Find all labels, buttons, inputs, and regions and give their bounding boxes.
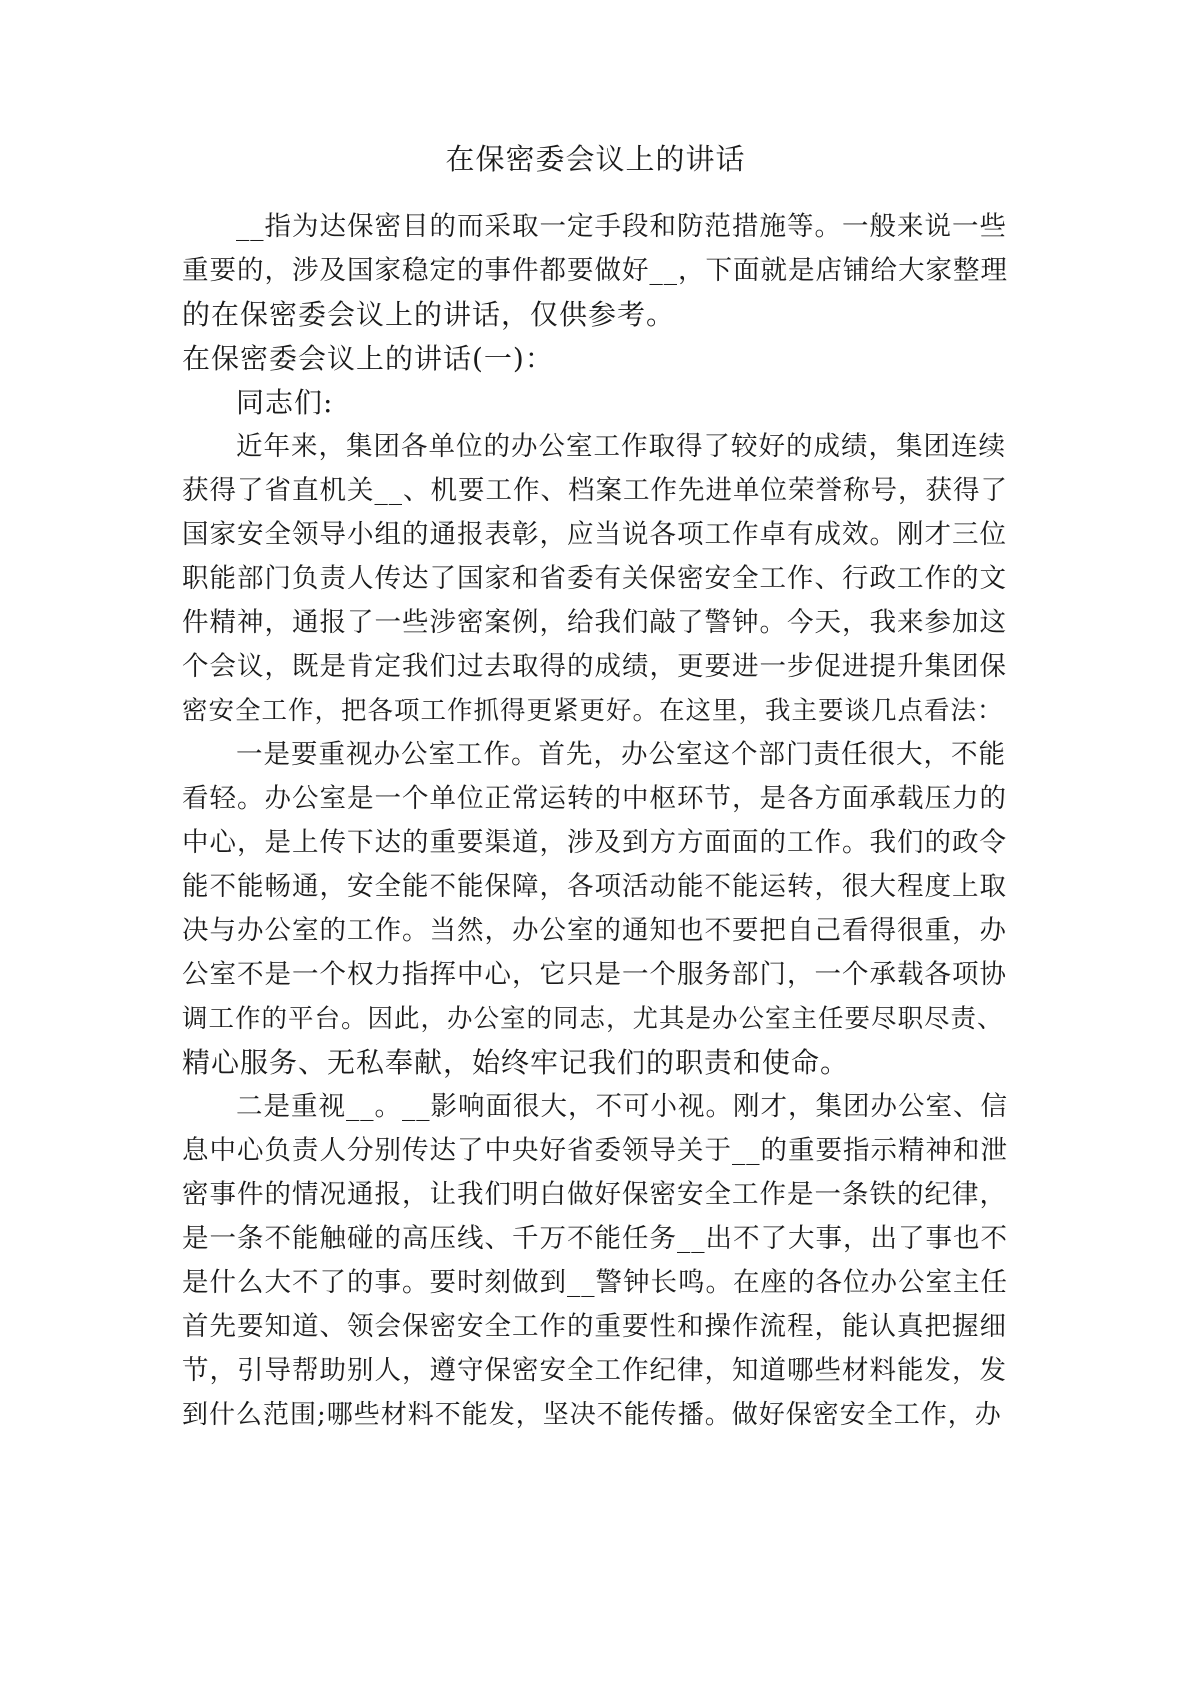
- paragraph-line: 精心服务、无私奉献，始终牢记我们的职责和使命。: [182, 1046, 850, 1079]
- paragraph-line: __指为达保密目的而采取一定手段和防范措施等。一般来说一些: [236, 211, 1007, 242]
- paragraph-line: 的在保密委会议上的讲话，仅供参考。: [182, 298, 676, 331]
- paragraph-line: 息中心负责人分别传达了中央好省委领导关于__的重要指示精神和泄: [182, 1135, 1008, 1166]
- paragraph-line: 职能部门负责人传达了国家和省委有关保密安全工作、行政工作的文: [182, 563, 1007, 594]
- paragraph-line: 二是重视__。__影响面很大，不可小视。刚才，集团办公室、信: [236, 1091, 1008, 1122]
- paragraph-line: 国家安全领导小组的通报表彰，应当说各项工作卓有成效。刚才三位: [182, 519, 1007, 550]
- paragraph-line: 决与办公室的工作。当然，办公室的通知也不要把自己看得很重，办: [182, 915, 1007, 946]
- salutation: 同志们:: [236, 386, 334, 419]
- paragraph-line: 公室不是一个权力指挥中心，它只是一个服务部门，一个承载各项协: [182, 959, 1007, 990]
- paragraph-line: 一是要重视办公室工作。首先，办公室这个部门责任很大，不能: [236, 739, 1006, 770]
- paragraph-line: 近年来，集团各单位的办公室工作取得了较好的成绩，集团连续: [236, 431, 1006, 462]
- paragraph-line: 密事件的情况通报，让我们明白做好保密安全工作是一条铁的纪律，: [182, 1179, 1007, 1210]
- paragraph-line: 重要的，涉及国家稳定的事件都要做好__，下面就是店铺给大家整理: [182, 255, 1008, 286]
- paragraph-line: 看轻。办公室是一个单位正常运转的中枢环节，是各方面承载压力的: [182, 783, 1007, 814]
- paragraph-line: 首先要知道、领会保密安全工作的重要性和操作流程，能认真把握细: [182, 1311, 1007, 1342]
- section-heading: 在保密委会议上的讲话(一)：: [182, 342, 554, 375]
- paragraph-line: 个会议，既是肯定我们过去取得的成绩，更要进一步促进提升集团保: [182, 651, 1007, 682]
- paragraph-line: 是一条不能触碰的高压线、千万不能任务__出不了大事，出了事也不: [182, 1223, 1008, 1254]
- paragraph-line: 是什么大不了的事。要时刻做到__警钟长鸣。在座的各位办公室主任: [182, 1267, 1008, 1298]
- paragraph-line: 到什么范围;哪些材料不能发，坚决不能传播。做好保密安全工作，办: [182, 1400, 1002, 1430]
- paragraph-line: 密安全工作，把各项工作抓得更紧更好。在这里，我主要谈几点看法：: [182, 696, 1004, 726]
- paragraph-line: 中心，是上传下达的重要渠道，涉及到方方面面的工作。我们的政令: [182, 827, 1007, 858]
- paragraph-line: 节，引导帮助别人，遵守保密安全工作纪律，知道哪些材料能发，发: [182, 1355, 1007, 1386]
- paragraph-line: 获得了省直机关__、机要工作、档案工作先进单位荣誉称号，获得了: [182, 475, 1008, 506]
- paragraph-line: 能不能畅通，安全能不能保障，各项活动能不能运转，很大程度上取: [182, 871, 1007, 902]
- paragraph-line: 调工作的平台。因此，办公室的同志，尤其是办公室主任要尽职尽责、: [182, 1004, 1004, 1034]
- paragraph-line: 件精神，通报了一些涉密案例，给我们敲了警钟。今天，我来参加这: [182, 607, 1007, 638]
- document-title: 在保密委会议上的讲话: [445, 142, 746, 176]
